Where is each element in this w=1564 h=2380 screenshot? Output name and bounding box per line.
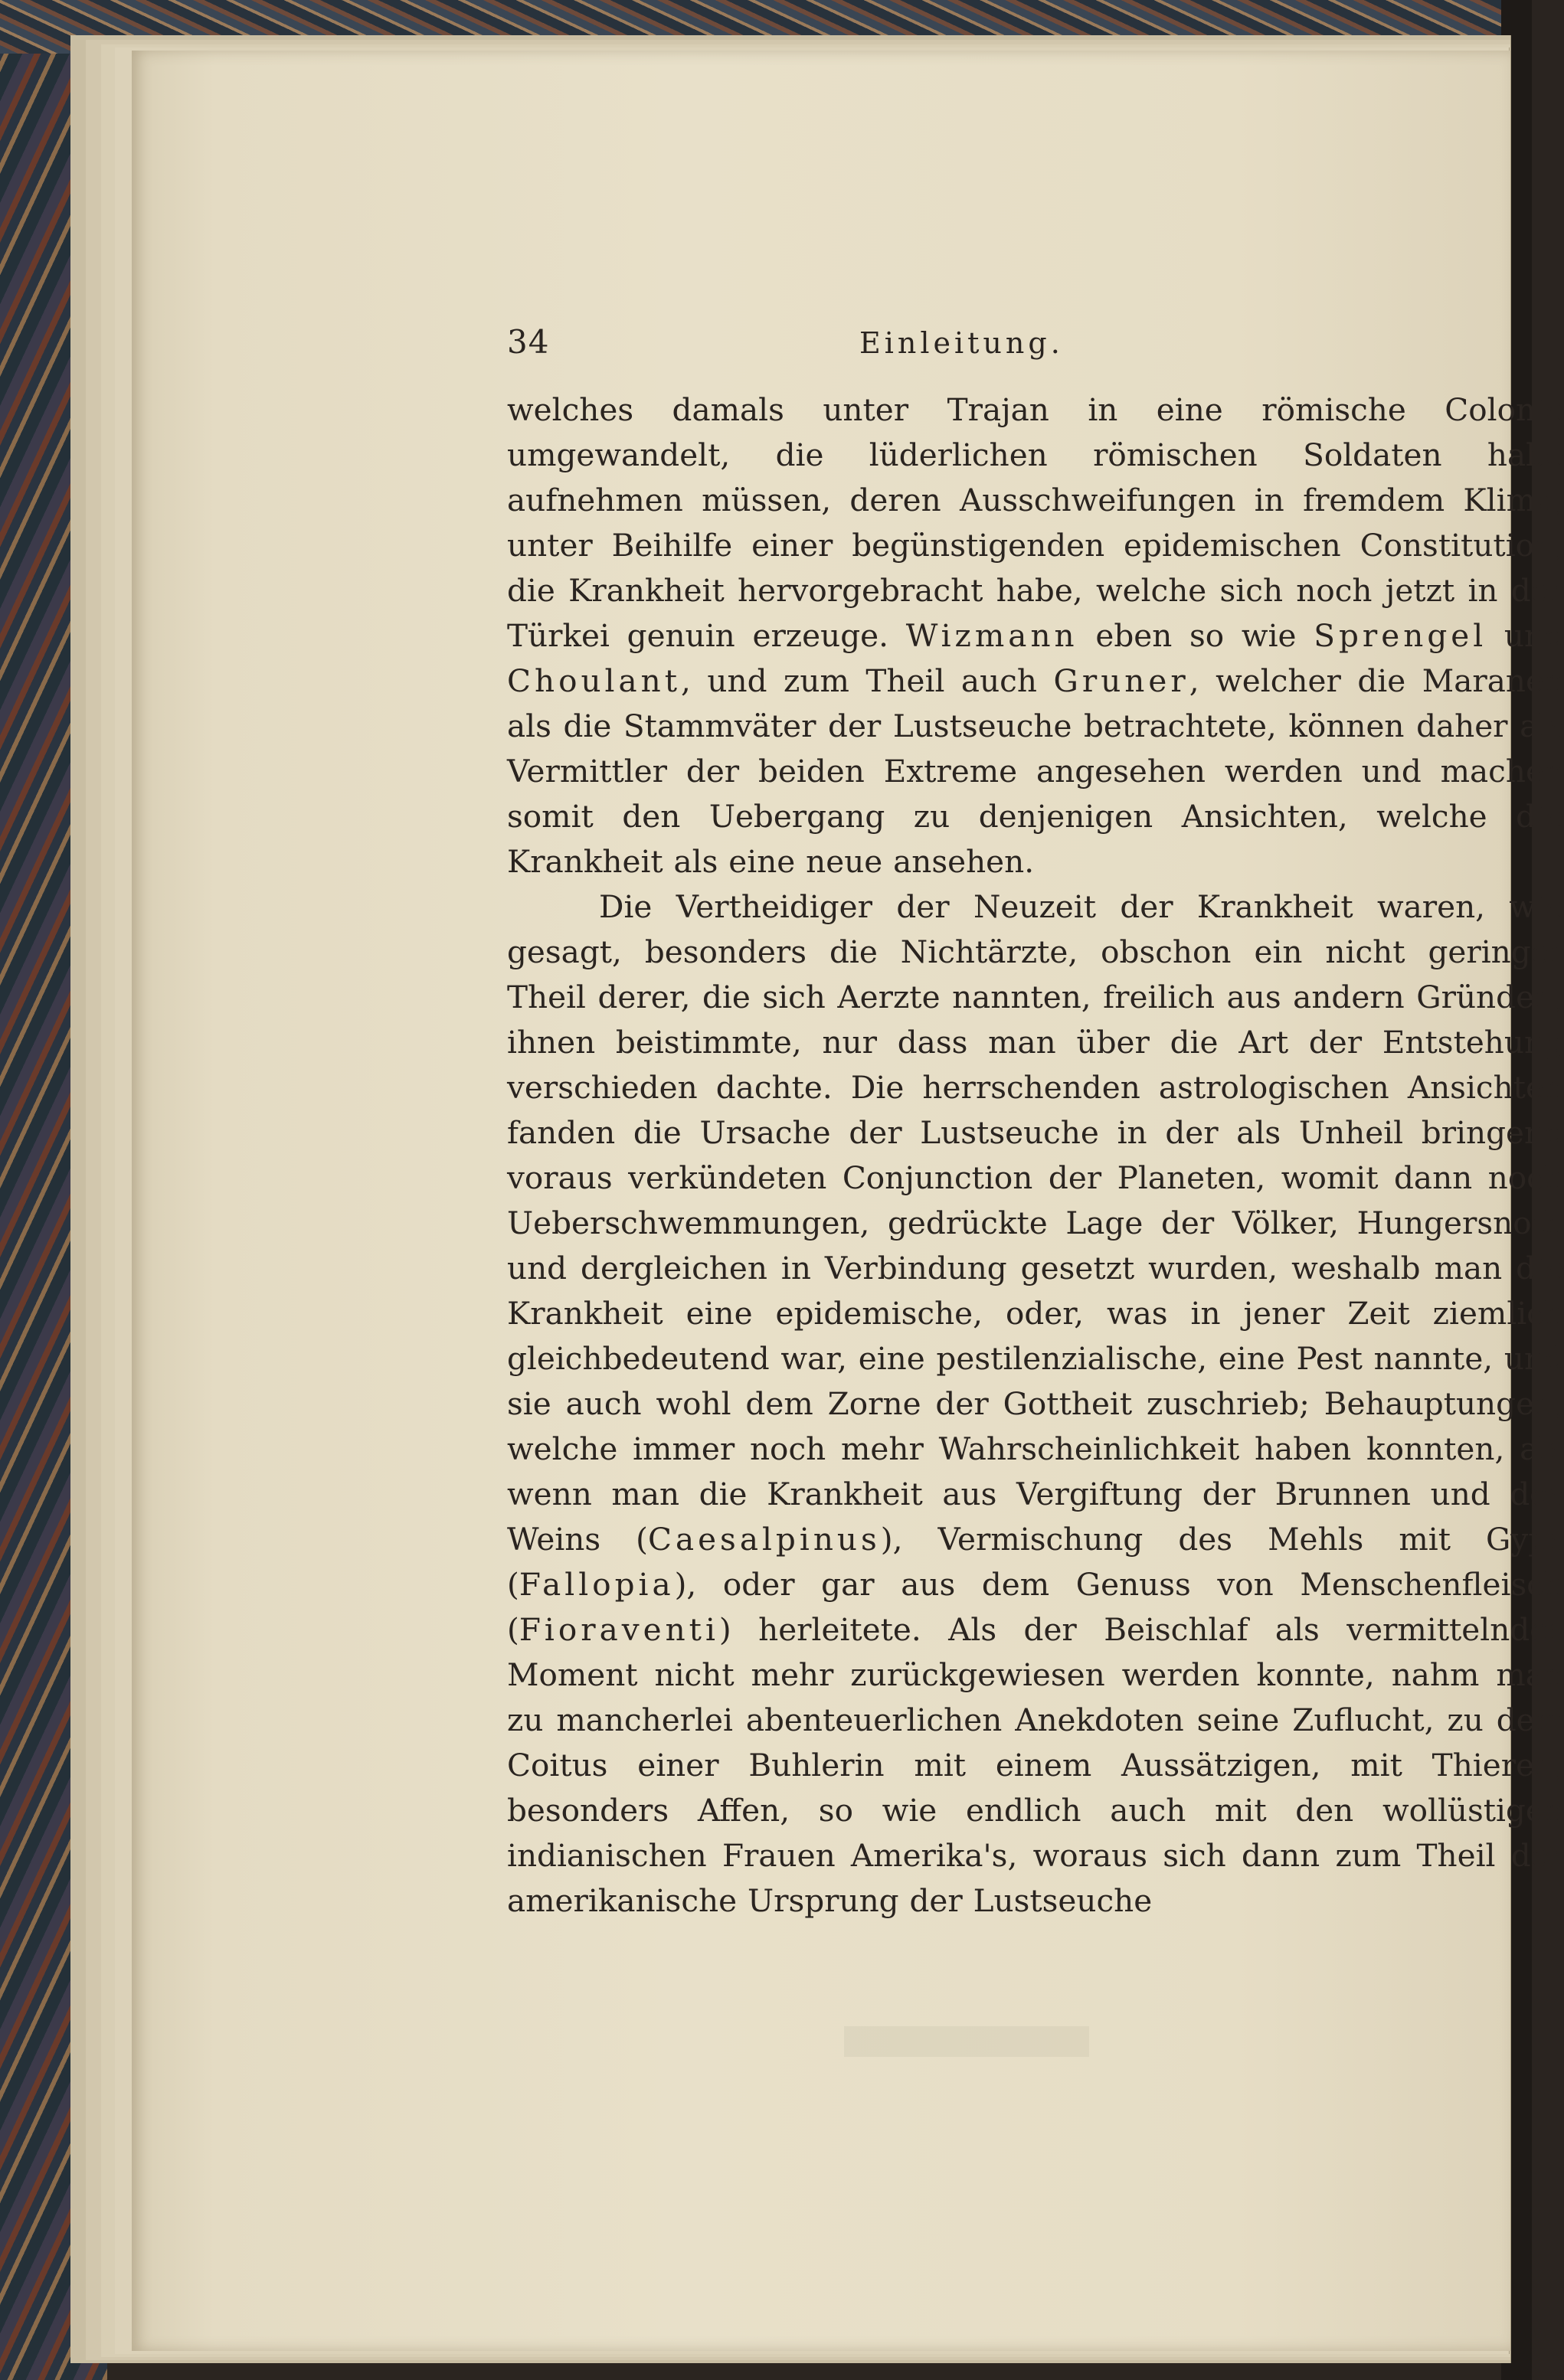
text-run: ), oder gar aus dem Genuss von Menschenfleisch ( (507, 1566, 1564, 1648)
body-text (507, 387, 1564, 1924)
bleed-through-mark (844, 2026, 1089, 2057)
text-run: Die Vertheidiger der Neuzeit der Krankheit waren, wie gesagt, besonders die Nichtärzte, obschon ein nicht geringer Theil derer, die sich Aerzte nannten, freilich aus andern Gründen, ihnen beistimmte, nur dass man über die Art der Entstehung verschieden dachte. Die herrschenden astrologischen Ansichten fanden die Ursache der Lustseuche in der als Unheil bringend voraus verkündeten Conjunction der Planeten, womit dann noch Ueberschwemmungen, gedrückte Lage der Völker, Hungersnoth und dergleichen in Verbindung gesetzt wurden, weshalb man die Krankheit eine epidemische, oder, was in jener Zeit ziemlich gleichbedeutend war, eine pestilenzialische, eine Pest nannte, und sie auch wohl dem Zorne der Gottheit zuschrieb; Behauptungen, welche immer noch mehr Wahrscheinlichkeit haben konnten, als wenn man die Krankheit aus Vergiftung der Brunnen und des Weins ( (507, 888, 1564, 1558)
text-run: und (1487, 617, 1564, 654)
text-block (507, 323, 1564, 1924)
author-name: Gruner (1053, 662, 1189, 699)
page-number: 34 (507, 323, 550, 361)
text-run: welches damals unter Trajan in eine römische Colonie umgewandelt, die lüderlichen römischen Soldaten habe aufnehmen müssen, deren Ausschweifungen in fremdem Klima, unter Beihilfe einer begünstigenden epidemischen Constitution, die Krankheit hervorgebracht habe, welche sich noch jetzt in der Türkei genuin erzeuge. (507, 391, 1564, 654)
paragraph (507, 884, 1564, 1924)
text-run: , und zum Theil auch (681, 662, 1054, 699)
text-run: ), Vermischung des Mehls mit Gyps ( (507, 1521, 1564, 1603)
text-run: eben so wie (1078, 617, 1314, 654)
author-name: Wizmann (905, 617, 1078, 654)
author-name: Choulant (507, 662, 681, 699)
text-run: ) herleitete. Als der Beischlaf als vermittelndes Moment nicht mehr zurückgewiesen werden konnte, nahm man zu mancherlei abenteuerlichen Anekdoten seine Zuflucht, zu dem Coitus einer Buhlerin mit einem Aussätzigen, mit Thieren, besonders Affen, so wie endlich auch mit den wollüstigen indianischen Frauen Amerika's, woraus sich dann zum Theil der amerikanische Ursprung der Lustseuche (507, 1611, 1564, 1919)
running-head: Einleitung. (859, 326, 1064, 360)
author-name: Fallopia (519, 1566, 675, 1603)
author-name: Fioraventi (519, 1611, 719, 1648)
book-page (132, 51, 1564, 2351)
page-header (507, 323, 1564, 377)
text-run: , welcher die Maranen als die Stammväter der Lustseuche betrachtete, können daher als Vermittler der beiden Extreme angesehen werden und machen somit den Uebergang zu denjenigen Ansichten, welche die Krankheit als eine neue ansehen. (507, 662, 1564, 880)
paragraph (507, 387, 1564, 884)
author-name: Caesalpinus (647, 1521, 881, 1558)
author-name: Sprengel (1314, 617, 1487, 654)
